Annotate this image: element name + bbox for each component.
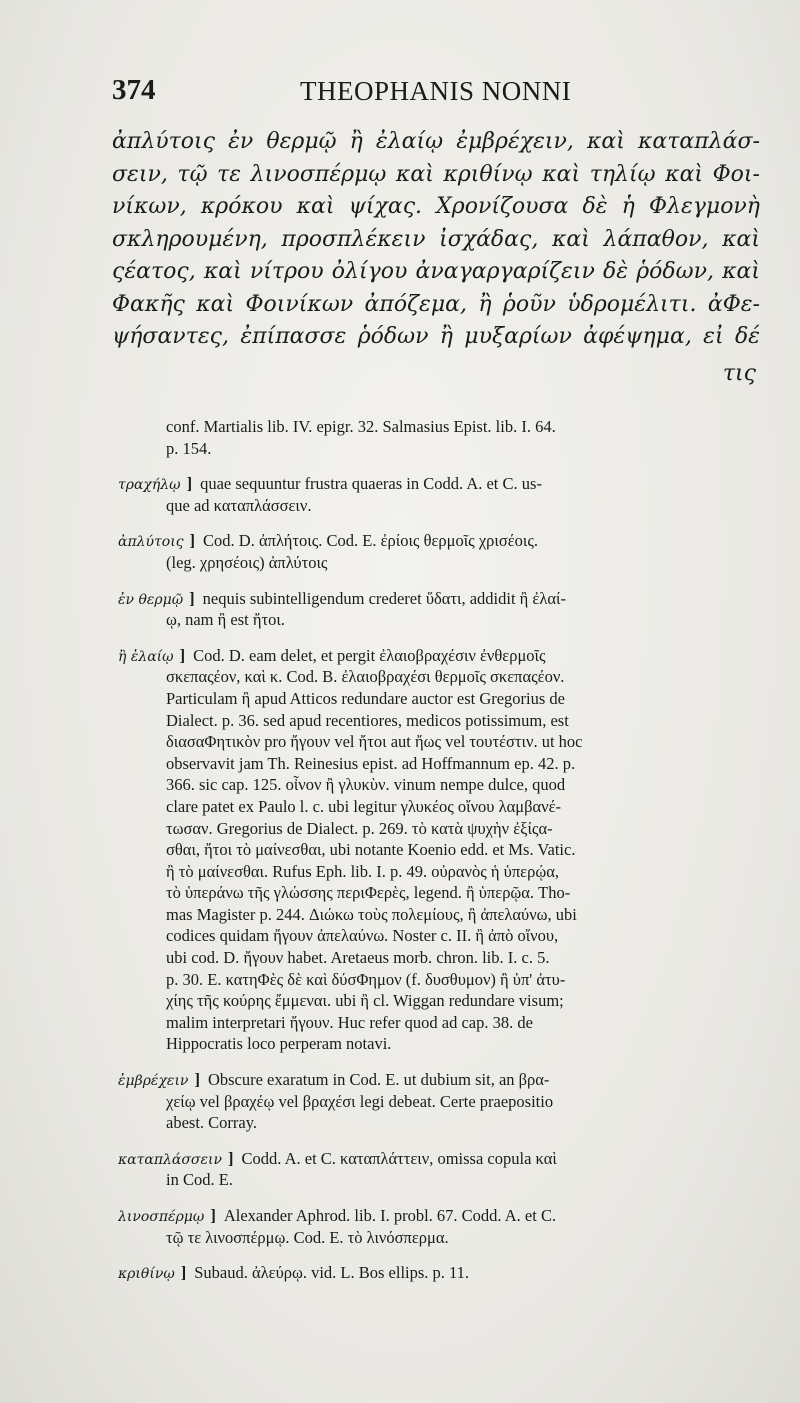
main-text-line: Φακῆς καὶ Φοινίκων ἀπόζεμα, ἢ ῥοῦν ὑδρομέλιτι. ἀΦε- bbox=[112, 291, 760, 317]
note-line: σκεπαςέον, καὶ κ. Cod. B. ἐλαιοβραχέσι θερμοῖς σκεπαςέον. bbox=[166, 667, 565, 687]
note-line: clare patet ex Paulo l. c. ubi legitur γλυκέος οἴνου λαμβανέ- bbox=[166, 796, 562, 816]
note-line: (leg. χρησέοις) ἀπλύτοις bbox=[166, 552, 328, 572]
note-line: Dialect. p. 36. sed apud recentiores, medicos potissimum, est bbox=[166, 710, 569, 730]
catchword: τις bbox=[722, 361, 756, 386]
footnote: λινοσπέρμῳ ] Alexander Aphrod. lib. I. probl. 67. Codd. A. et C. τῷ τε λινοσπέρμῳ. Cod. E. τὸ λινόσπερμα. bbox=[118, 1205, 762, 1248]
footnote: τραχήλῳ ] quae sequuntur frustra quaeras in Codd. A. et C. us- que ad καταπλάσσειν. bbox=[118, 473, 762, 516]
main-text-line: νίκων, κρόκου καὶ ψίχας. Χρονίζουσα δὲ ἡ Φλεγμονὴ bbox=[112, 194, 760, 219]
note-line: Obscure exaratum in Cod. E. ut dubium sit, an βρα- bbox=[207, 1070, 550, 1090]
note-line: malim interpretari ἤγουν. Huc refer quod ad cap. 38. de bbox=[166, 1012, 533, 1032]
main-text-line: σειν, τῷ τε λινοσπέρμῳ καὶ κριθίνῳ καὶ τηλίῳ καὶ Φοι- bbox=[112, 161, 760, 187]
note-line: τὸ ὑπεράνω τῆς γλώσσης περιΦερὲς, legend. ἢ ὑπερῷα. Tho- bbox=[166, 883, 571, 903]
note-line: mas Magister p. 244. Διώκω τοὺς πολεμίους, ἢ ἀπελαύνω, ubi bbox=[166, 904, 577, 924]
note-line: Cod. D. ἀπλήτοις. Cod. E. ἐρίοις θερμοῖς χρισέοις. bbox=[203, 531, 538, 551]
note-line: τωσαν. Gregorius de Dialect. p. 269. τὸ κατὰ ψυχὴν ἐξίςα- bbox=[166, 818, 553, 838]
footnote: καταπλάσσειν ] Codd. A. et C. καταπλάττειν, omissa copula καὶ in Cod. E. bbox=[118, 1148, 762, 1191]
note-lemma: λινοσπέρμῳ bbox=[118, 1209, 205, 1225]
footnote: ἀπλύτοις ] Cod. D. ἀπλήτοις. Cod. E. ἐρίοις θερμοῖς χρισέοις. (leg. χρησέοις) ἀπλύτοις bbox=[118, 530, 762, 573]
page-number: 374 bbox=[112, 74, 156, 106]
note-line: 366. sic cap. 125. οἶνον ἢ γλυκὺν. vinum nempe dulce, quod bbox=[166, 775, 566, 795]
note-line: que ad καταπλάσσειν. bbox=[166, 495, 312, 515]
note-line: in Cod. E. bbox=[166, 1170, 233, 1190]
note-line: Codd. A. et C. καταπλάττειν, omissa copula καὶ bbox=[241, 1148, 557, 1168]
note-lemma: ἐμβρέχειν bbox=[118, 1073, 189, 1090]
note-line: p. 154. bbox=[166, 438, 212, 458]
main-text-line: ἀπλύτοις ἐν θερμῷ ἢ ἐλαίῳ ἐμβρέχειν, καὶ καταπλάσ- bbox=[112, 129, 760, 154]
main-greek-text bbox=[112, 126, 760, 354]
note-line: p. 30. E. κατηΦὲς δὲ καὶ δύσΦημον (f. δυσθυμον) ἢ ὑπ' ἀτυ- bbox=[166, 969, 566, 989]
note-line: Alexander Aphrod. lib. I. probl. 67. Codd. A. et C. bbox=[223, 1206, 557, 1225]
note-line: χείῳ vel βραχέῳ vel βραχέσι legi debeat. Certe praepositio bbox=[166, 1091, 554, 1111]
footnote: κριθίνῳ ] Subaud. ἀλεύρῳ. vid. L. Bos ellips. p. 11. bbox=[118, 1263, 470, 1283]
note-line: σθαι, ἤτοι τὸ μαίνεσθαι, ubi notante Koenio edd. et Ms. Vatic. bbox=[166, 840, 576, 860]
note-line: Particulam ἢ apud Atticos redundare auctor est Gregorius de bbox=[166, 688, 566, 708]
footnote: ἐμβρέχειν ] Obscure exaratum in Cod. E. ut dubium sit, an βρα- χείῳ vel βραχέῳ vel βραχέσι legi debeat. Certe praepositio abest. Corray. bbox=[118, 1069, 762, 1134]
note-line: Cod. D. eam delet, et pergit ἐλαιοβραχέσιν ἐνθερμοῖς bbox=[193, 645, 546, 665]
note-lemma: ἢ ἐλαίῳ bbox=[118, 648, 174, 665]
note-line: ῳ, nam ἢ est ἤτοι. bbox=[166, 610, 285, 630]
note-lemma: κριθίνῳ bbox=[118, 1266, 175, 1283]
note-line: διασαΦητικὸν pro ἤγουν vel ἤτοι aut ἤως vel τουτέστιν. ut hoc bbox=[166, 732, 583, 752]
note-line: observavit jam Th. Reinesius epist. ad Hoffmannum ep. 42. p. bbox=[166, 753, 576, 773]
note-line: abest. Corray. bbox=[166, 1113, 258, 1133]
note-line: τῷ τε λινοσπέρμῳ. Cod. E. τὸ λινόσπερμα. bbox=[166, 1227, 449, 1247]
footnote bbox=[118, 416, 762, 459]
note-lemma: καταπλάσσειν bbox=[118, 1151, 222, 1168]
footnotes bbox=[118, 416, 762, 1298]
note-lemma: ἀπλύτοις bbox=[118, 534, 184, 551]
page-header bbox=[112, 74, 762, 114]
footnote: ἢ ἐλαίῳ ] Cod. D. eam delet, et pergit ἐλαιοβραχέσιν ἐνθερμοῖς σκεπαςέον, καὶ κ. Cod. B. ἐλαιοβραχέσι θερμοῖς σκεπαςέον. Particulam ἢ apud Atticos redundare auctor est Gregorius de Dialect. p. 36. sed apud recentiores, medicos potissimum, est διασαΦητικὸν pro ἤγουν vel ἤτοι aut ἤως vel τουτέστιν. ut hoc observavit jam Th. Reinesius epist. ad Hoffmannum ep. 42. p. 366. sic cap. 125. οἶνον ἢ γλυκὺν. vinum nempe dulce, quod clare patet ex Paulo l. c. ubi legitur γλυκέος οἴνου λαμβανέ- τωσαν. Gregorius de Dialect. p. 269. τὸ κατὰ ψυχὴν ἐξίςα- σθαι, ἤτοι τὸ μαίνεσθαι, ubi notante Koenio edd. et Ms. Vatic. ἢ τὸ μαίνεσθαι. Rufus Eph. lib. I. p. 49. οὐρανὸς ἡ ὑπερῴα, τὸ ὑπεράνω τῆς γλώσσης περιΦερὲς, legend. ἢ ὑπερῷα. Tho- mas Magister p. 244. Διώκω τοὺς πολεμίους, ἢ ἀπελαύνω, ubi codices quidam ἤγουν ἀπελαύνω. Noster c. II. ἢ ἀπὸ οἴνου, ubi cod. D. ἤγουν habet. Aretaeus morb. chron. lib. I. c. 5. p. 30. E. κατηΦὲς δὲ καὶ δύσΦημον (f. δυσθυμον) ἢ ὑπ' ἀτυ- χίης τῆς κούρης ἔμμεναι. ubi ἢ cl. Wiggan redundare visum; malim interpretari ἤγουν. Huc refer quod ad cap. 38. de Hippocratis loco perperam notavi. bbox=[118, 645, 762, 1055]
main-text-line: ψήσαντες, ἐπίπασσε ῥόδων ἢ μυξαρίων ἀφέψημα, εἰ δέ bbox=[112, 324, 760, 349]
main-text-line: σκληρουμένη, προσπλέκειν ἰσχάδας, καὶ λάπαθον, καὶ bbox=[112, 226, 760, 252]
note-line: Subaud. ἀλεύρῳ. vid. L. Bos ellips. p. 11. bbox=[194, 1263, 470, 1283]
note-line: ἢ τὸ μαίνεσθαι. Rufus Eph. lib. I. p. 49. οὐρανὸς ἡ ὑπερῴα, bbox=[166, 861, 559, 881]
footnote: ἐν θερμῷ ] nequis subintelligendum crederet ὕδατι, addidit ἢ ἐλαί- ῳ, nam ἢ est ἤτοι. bbox=[118, 588, 762, 631]
note-line: conf. Martialis lib. IV. epigr. 32. Salmasius Epist. lib. I. 64. bbox=[166, 417, 556, 436]
note-line: χίης τῆς κούρης ἔμμεναι. ubi ἢ cl. Wiggan redundare visum; bbox=[166, 991, 564, 1011]
note-line: ubi cod. D. ἤγουν habet. Aretaeus morb. chron. lib. I. c. 5. bbox=[166, 948, 550, 968]
note-line: codices quidam ἤγουν ἀπελαύνω. Noster c. II. ἢ ἀπὸ οἴνου, bbox=[166, 926, 559, 946]
running-head: THEOPHANIS NONNI bbox=[300, 76, 572, 106]
note-lemma: τραχήλῳ bbox=[118, 477, 181, 494]
note-line: Hippocratis loco perperam notavi. bbox=[166, 1034, 392, 1054]
main-text-line: ςέατος, καὶ νίτρου ὀλίγου ἀναγαργαρίζειν δὲ ῥόδων, καὶ bbox=[112, 259, 760, 284]
note-line: quae sequuntur frustra quaeras in Codd. A. et C. us- bbox=[200, 474, 542, 494]
note-lemma: ἐν θερμῷ bbox=[118, 591, 184, 608]
note-line: nequis subintelligendum crederet ὕδατι, addidit ἢ ἐλαί- bbox=[202, 588, 566, 608]
